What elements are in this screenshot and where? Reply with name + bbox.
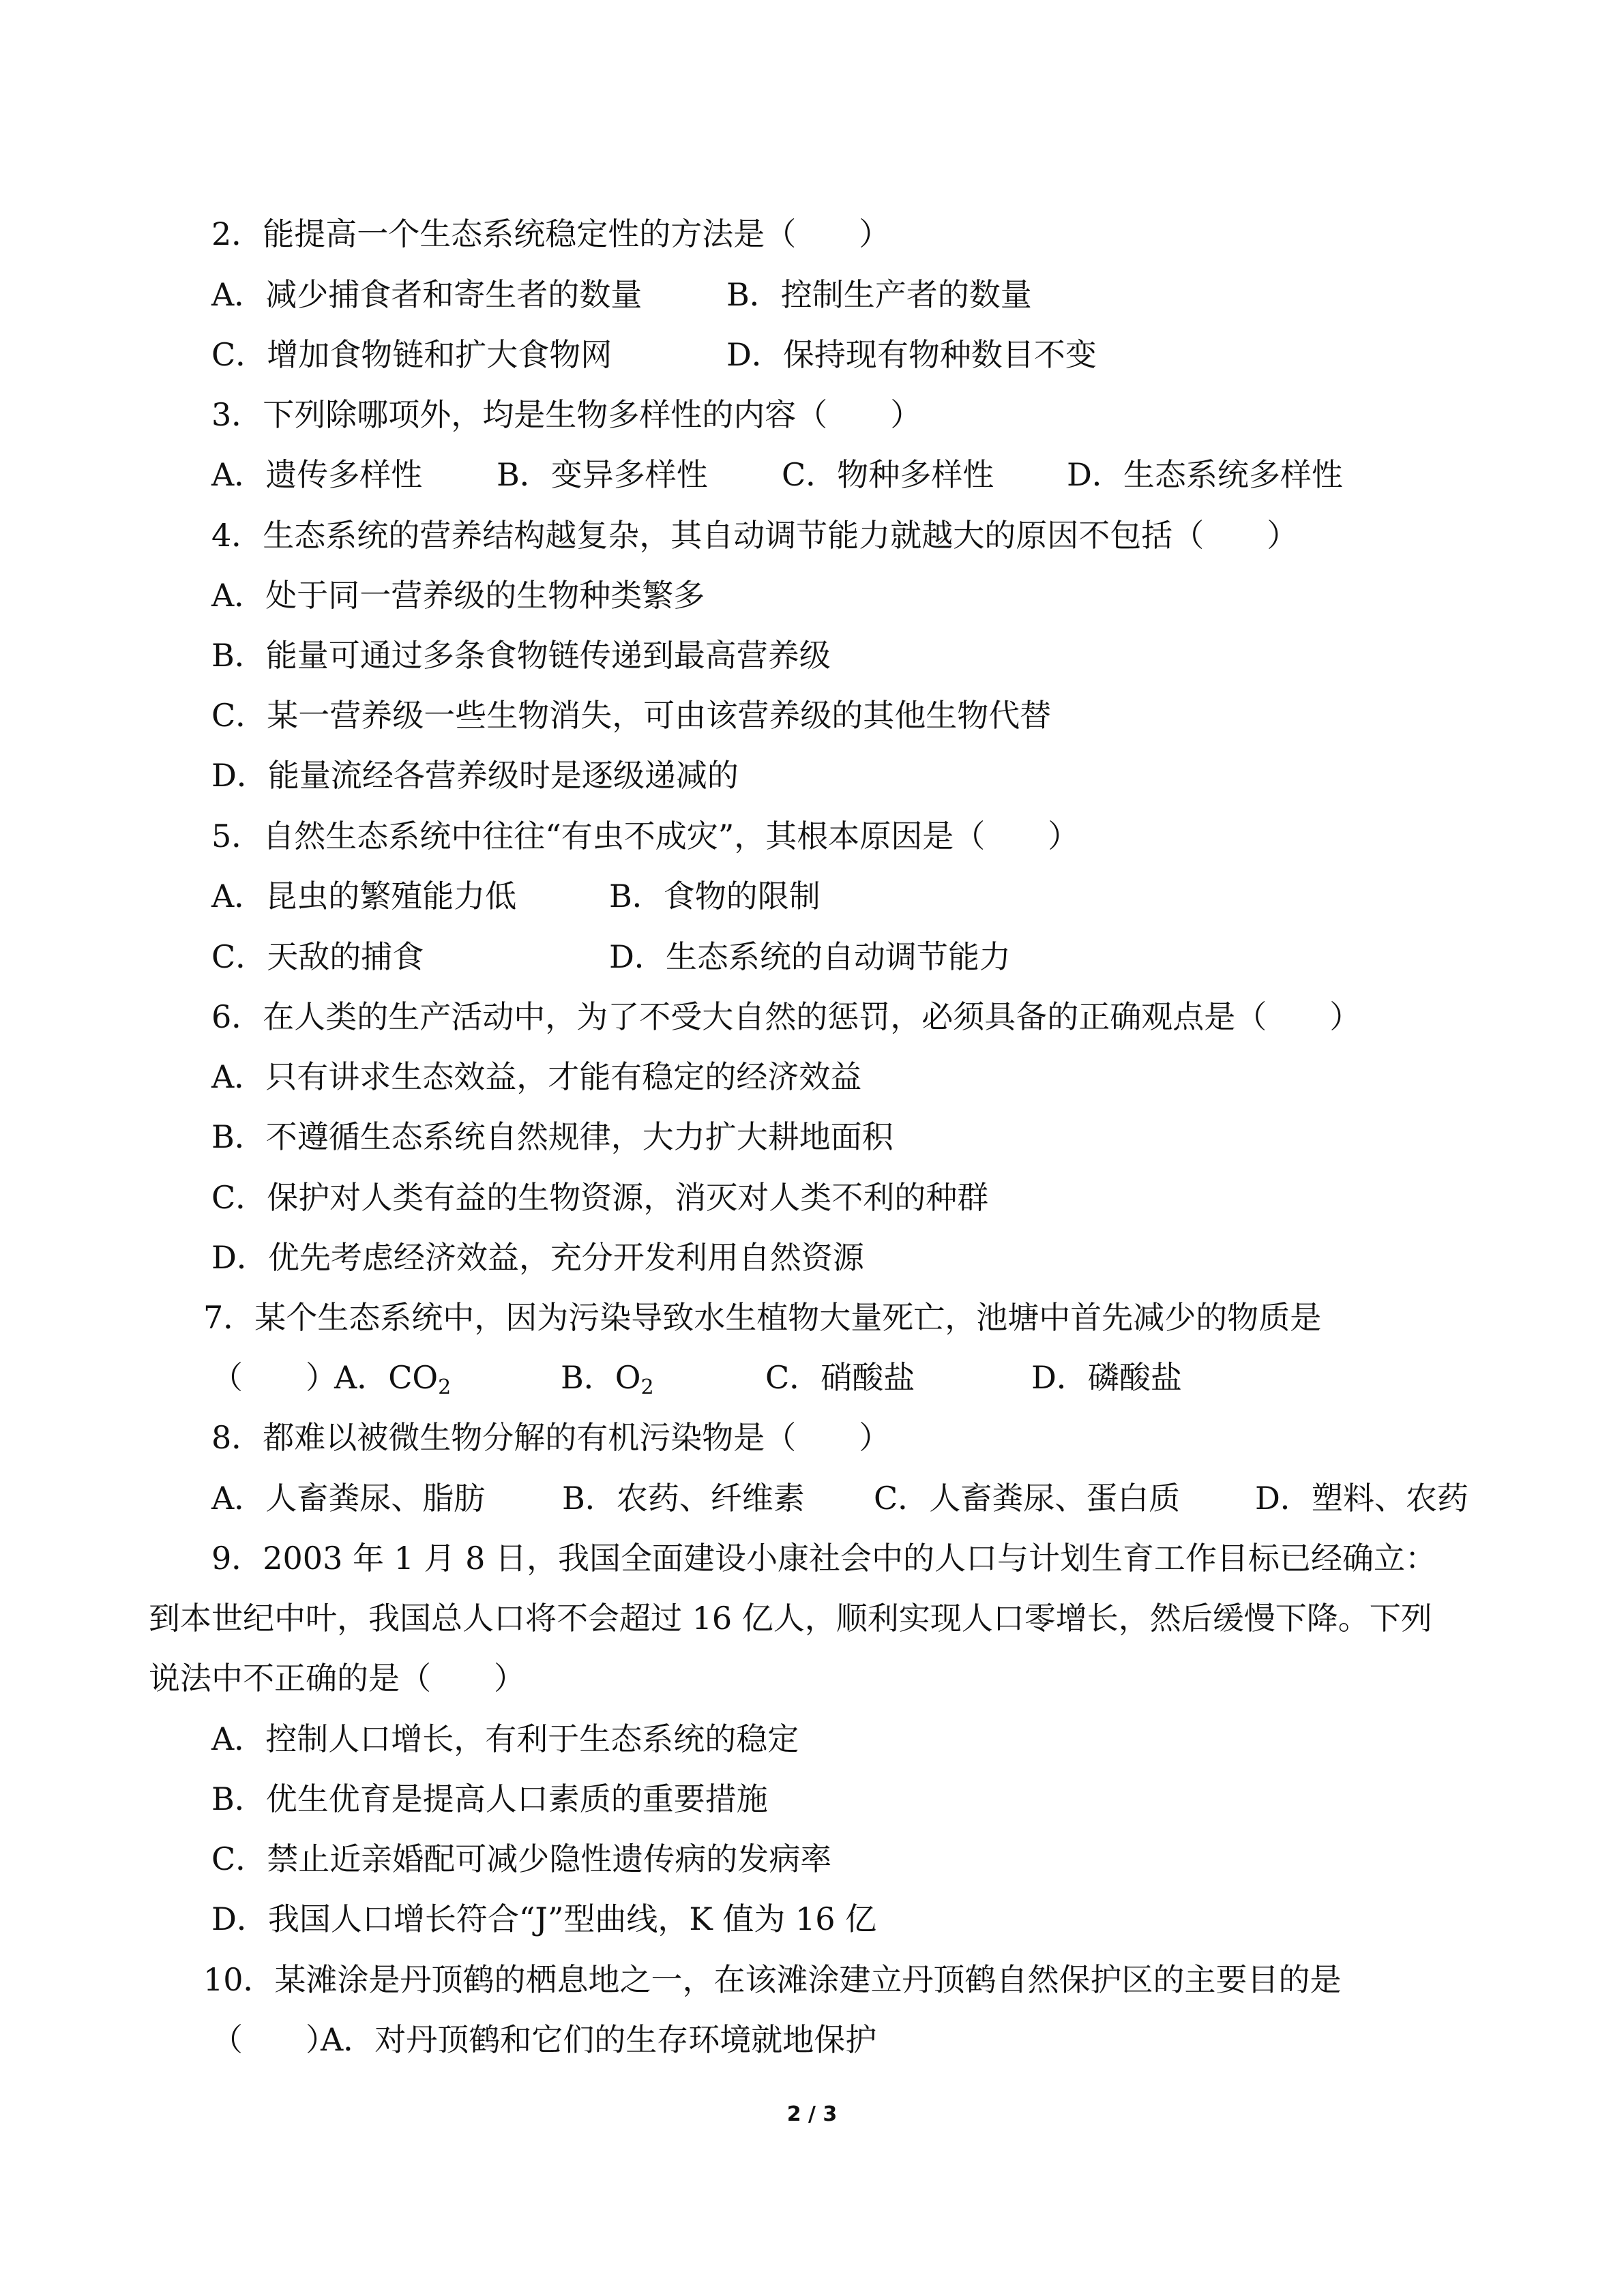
q5-stem: 5．自然生态系统中往往“有虫不成灾”，其根本原因是（ ）: [211, 818, 1080, 854]
q2-option-a: A．减少捕食者和寄生者的数量: [211, 276, 643, 313]
q2-stem: 2．能提高一个生态系统稳定性的方法是（ ）: [211, 215, 891, 252]
q9-option-b: B．优生优育是提高人口素质的重要措施: [211, 1780, 768, 1817]
q8-option-a: A．人畜粪尿、脂肪: [211, 1480, 486, 1517]
q8-option-c: C．人畜粪尿、蛋白质: [874, 1480, 1181, 1517]
q8-options: [211, 1478, 1507, 1519]
q5-option-b: B．食物的限制: [609, 878, 821, 914]
q4-stem: 4．生态系统的营养结构越复杂，其自动调节能力就越大的原因不包括（ ）: [211, 517, 1299, 554]
q10-option-a: A．对丹顶鹤和它们的生存环境就地保护: [321, 2021, 877, 2058]
q2-options-row2: [211, 334, 1507, 375]
q6-option-d: D．优先考虑经济效益，充分开发利用自然资源: [211, 1239, 864, 1276]
q6-option-b: B．不遵循生态系统自然规律，大力扩大耕地面积: [211, 1118, 894, 1155]
q7-option-c: C．硝酸盐: [765, 1359, 915, 1396]
q4-option-c: C．某一营养级一些生物消失，可由该营养级的其他生物代替: [211, 697, 1052, 734]
q8-option-b: B．农药、纤维素: [562, 1480, 805, 1517]
q6-option-a: A．只有讲求生态效益，才能有稳定的经济效益: [211, 1058, 862, 1095]
q6-option-c: C．保护对人类有益的生物资源，消灭对人类不利的种群: [211, 1179, 989, 1216]
q3-option-c: C．物种多样性: [782, 456, 994, 493]
q7-option-b: B．$O_2$: [561, 1359, 654, 1399]
q10-answer-paren: （ ）: [211, 2021, 337, 2058]
q7-answer-paren: （ ）: [211, 1359, 337, 1396]
q3-stem: 3．下列除哪项外，均是生物多样性的内容（ ）: [211, 396, 922, 433]
q2-option-b: B．控制生产者的数量: [726, 276, 1032, 313]
q7-option-d: D．磷酸盐: [1031, 1359, 1182, 1396]
q2-options-row1: [211, 274, 1507, 315]
q10-options: [211, 2019, 1507, 2060]
q5-options-row1: [211, 876, 1507, 916]
q9-stem-line2: 到本世纪中叶，我国总人口将不会超过 16 亿人，顺利实现人口零增长，然后缓慢下降。下列: [149, 1600, 1432, 1637]
q6-stem: 6．在人类的生产活动中，为了不受大自然的惩罚，必须具备的正确观点是（ ）: [211, 998, 1361, 1035]
q7-option-a: A．$CO_2$: [334, 1359, 452, 1399]
q10-stem: 10．某滩涂是丹顶鹤的栖息地之一，在该滩涂建立丹顶鹤自然保护区的主要目的是: [203, 1961, 1342, 1998]
q9-stem-line3: 说法中不正确的是（ ）: [149, 1660, 525, 1697]
q7-options: [211, 1357, 1507, 1398]
q5-option-d: D．生态系统的自动调节能力: [609, 938, 1011, 975]
q3-option-d: D．生态系统多样性: [1067, 456, 1343, 493]
q7-stem: 7．某个生态系统中，因为污染导致水生植物大量死亡，池塘中首先减少的物质是: [203, 1299, 1322, 1336]
q4-option-d: D．能量流经各营养级时是逐级递减的: [211, 757, 739, 794]
q5-option-c: C．天敌的捕食: [211, 938, 424, 975]
q2-option-c: C．增加食物链和扩大食物网: [211, 336, 612, 373]
q3-option-b: B．变异多样性: [497, 456, 708, 493]
q2-option-d: D．保持现有物种数目不变: [726, 336, 1097, 373]
q9-option-d: D．我国人口增长符合“J”型曲线，K 值为 16 亿: [211, 1900, 877, 1937]
q3-options: [211, 454, 1507, 495]
q5-option-a: A．昆虫的繁殖能力低: [211, 878, 517, 914]
page-number: 2 / 3: [786, 2102, 838, 2126]
q4-option-a: A．处于同一营养级的生物种类繁多: [211, 577, 705, 614]
q8-stem: 8．都难以被微生物分解的有机污染物是（ ）: [211, 1419, 891, 1456]
q9-option-c: C．禁止近亲婚配可减少隐性遗传病的发病率: [211, 1840, 832, 1877]
q3-option-a: A．遗传多样性: [211, 456, 423, 493]
q9-stem-line1: 9．2003 年 1 月 8 日，我国全面建设小康社会中的人口与计划生育工作目标已经确立：: [211, 1540, 1436, 1577]
q4-option-b: B．能量可通过多条食物链传递到最高营养级: [211, 637, 831, 674]
q5-options-row2: [211, 936, 1507, 977]
q8-option-d: D．塑料、农药: [1255, 1480, 1468, 1517]
q9-option-a: A．控制人口增长，有利于生态系统的稳定: [211, 1720, 799, 1757]
